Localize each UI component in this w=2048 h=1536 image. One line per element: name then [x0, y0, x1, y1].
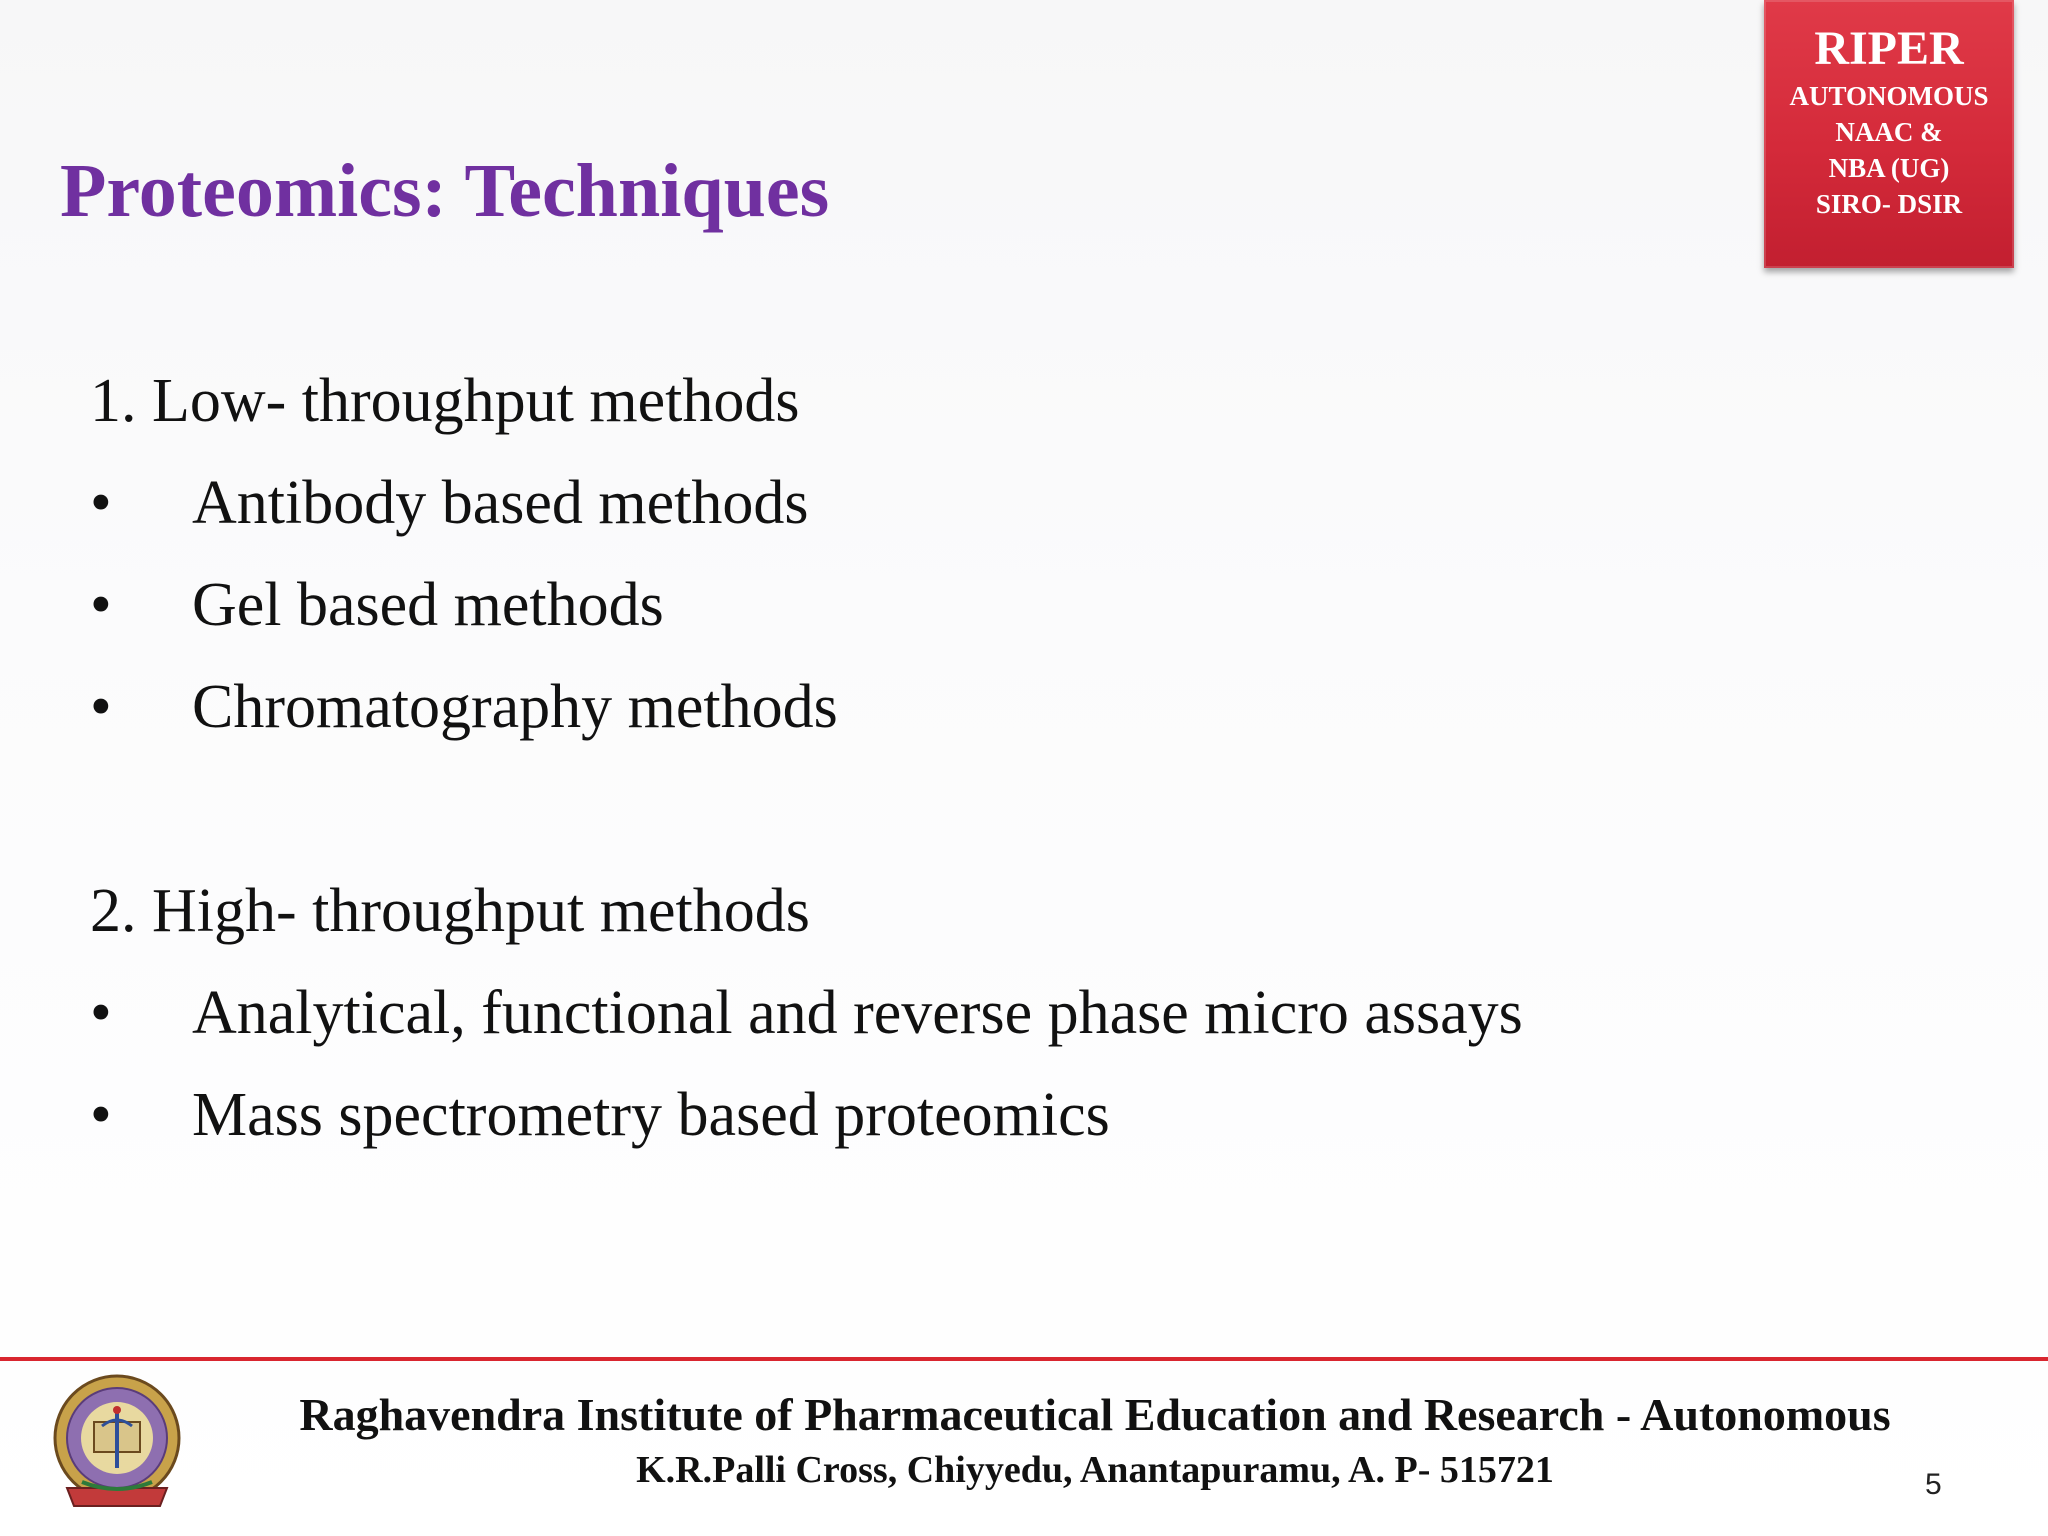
- badge-title: RIPER: [1814, 22, 1964, 75]
- bullet-icon: •: [90, 571, 112, 639]
- riper-badge: [1764, 0, 2014, 268]
- section-heading-high-throughput: 2. High- throughput methods: [90, 877, 810, 945]
- bullet-icon: •: [90, 1081, 112, 1149]
- list-item-text: Antibody based methods: [192, 469, 809, 537]
- footer-divider: [0, 1357, 2048, 1361]
- section-spacer: [90, 758, 1523, 860]
- badge-line: NAAC &: [1835, 117, 1943, 147]
- page-number: 5: [1925, 1468, 1942, 1501]
- badge-line: NBA (UG): [1828, 153, 1950, 183]
- badge-line: AUTONOMOUS: [1789, 81, 1989, 111]
- institute-address: K.R.Palli Cross, Chiyyedu, Anantapuramu, A. P- 515721: [636, 1449, 1554, 1491]
- list-item: [90, 1064, 1523, 1166]
- bullet-icon: •: [90, 979, 112, 1047]
- list-item-text: Mass spectrometry based proteomics: [192, 1081, 1110, 1149]
- list-item: [90, 452, 1523, 554]
- list-item: [90, 962, 1523, 1064]
- institute-emblem-icon: [42, 1370, 192, 1520]
- list-item: [90, 554, 1523, 656]
- list-item: [90, 656, 1523, 758]
- bullet-icon: •: [90, 469, 112, 537]
- list-item-text: Chromatography methods: [192, 673, 838, 741]
- badge-line: SIRO- DSIR: [1815, 189, 1963, 219]
- slide-title: Proteomics: Techniques: [60, 149, 830, 233]
- list-item-text: Analytical, functional and reverse phase micro assays: [192, 979, 1523, 1047]
- institute-name: Raghavendra Institute of Pharmaceutical Education and Research - Autonomous: [299, 1389, 1891, 1440]
- section-heading-low-throughput: 1. Low- throughput methods: [90, 367, 800, 435]
- bullet-icon: •: [90, 673, 112, 741]
- list-item-text: Gel based methods: [192, 571, 664, 639]
- slide-content: [90, 350, 1523, 1166]
